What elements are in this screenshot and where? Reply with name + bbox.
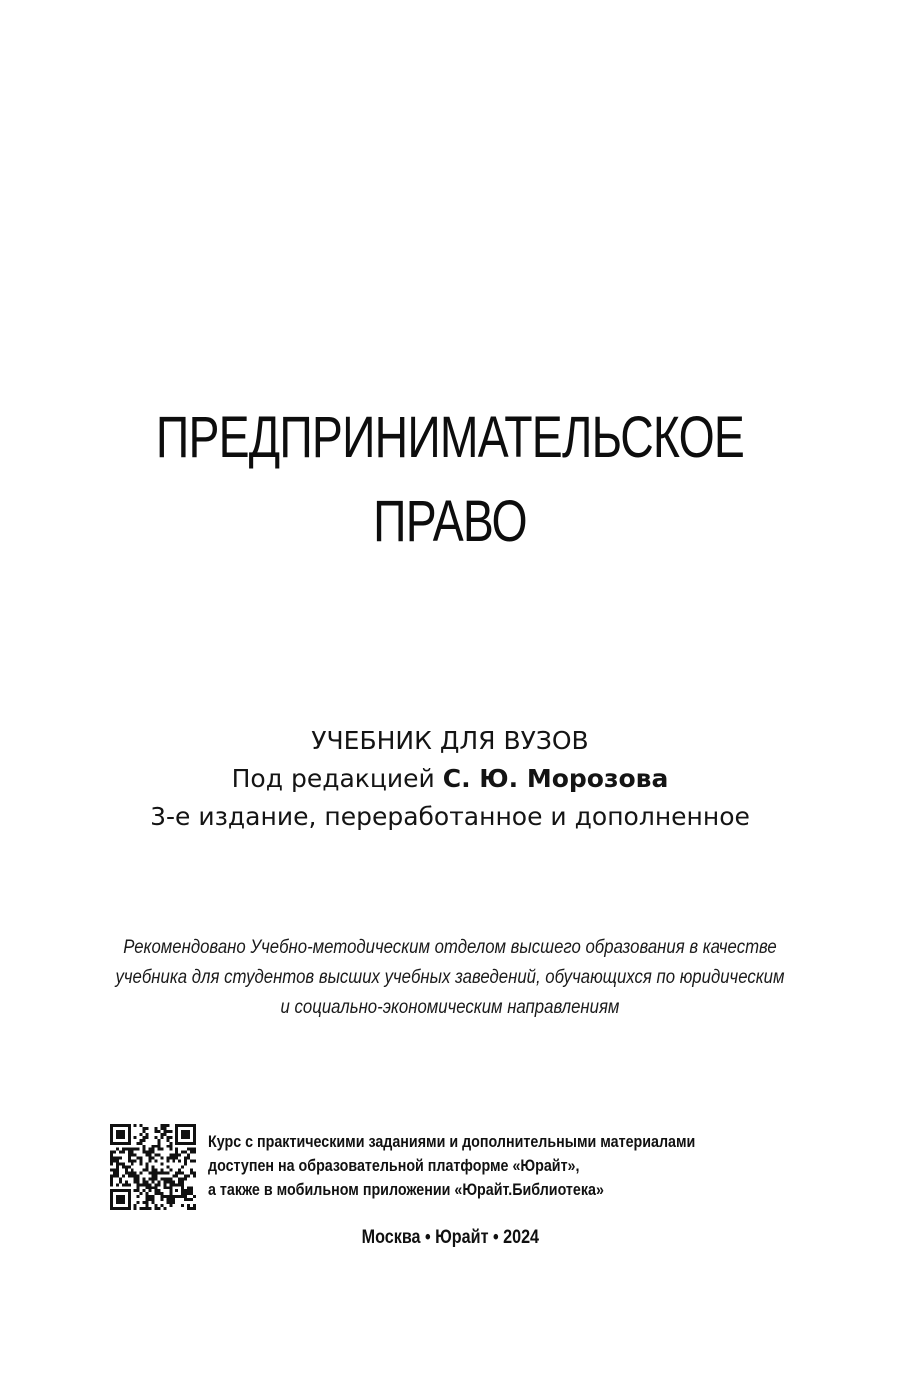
course-line-2: доступен на образовательной платформе «Юрайт», [208,1156,580,1175]
edition-line: 3-е издание, переработанное и дополненное [150,802,750,831]
recommendation-line-3: и социально-экономическим направлениям [280,996,620,1018]
course-line-3: а также в мобильном приложении «Юрайт.Библиотека» [208,1180,604,1199]
book-title [0,396,900,564]
recommendation-text [0,932,900,1022]
book-type: УЧЕБНИК ДЛЯ ВУЗОВ [311,726,589,755]
course-line-1: Курс с практическими заданиями и дополнительными материалами [208,1132,696,1151]
course-info [208,1130,808,1202]
title-line-2: ПРАВО [373,489,527,554]
title-line-1: ПРЕДПРИНИМАТЕЛЬСКОЕ [155,405,745,470]
recommendation-line-1: Рекомендовано Учебно-методическим отделом высшего образования в качестве [123,936,777,958]
imprint-text: Москва • Юрайт • 2024 [361,1227,539,1248]
recommendation-line-2: учебника для студентов высших учебных заведений, обучающихся по юридическим [115,966,785,988]
editor-line [0,760,900,798]
subtitle-block [0,722,900,836]
qr-code-icon[interactable] [110,1124,196,1210]
editor-prefix: Под редакцией [231,764,443,793]
editor-name: С. Ю. Морозова [442,764,669,793]
imprint-line [0,1227,900,1249]
